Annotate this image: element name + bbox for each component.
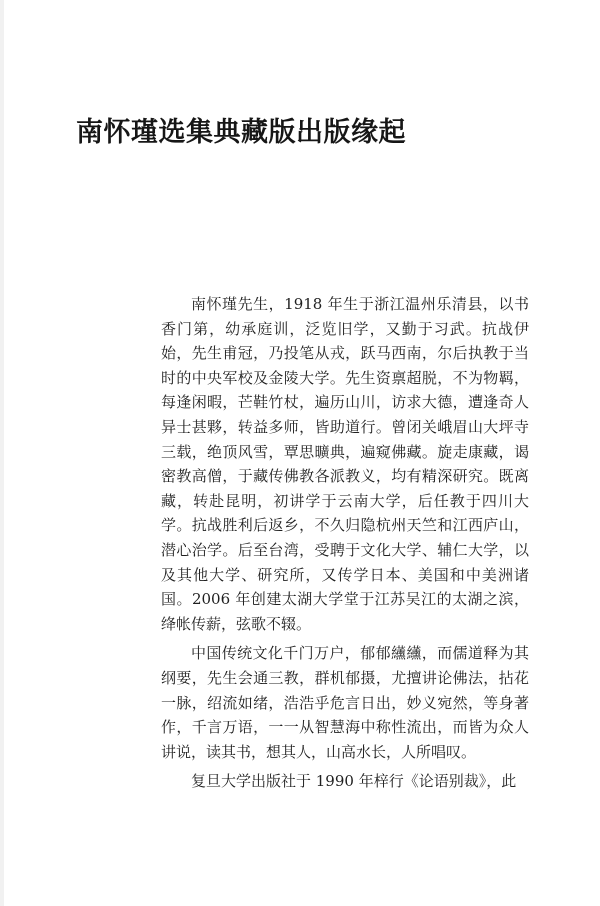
paragraph-biography: 南怀瑾先生，1918 年生于浙江温州乐清县，以书香门第，幼承庭训，泛览旧学，又勤于习武。抗战伊始，先生甫冠，乃投笔从戎，跃马西南，尔后执教于当时的中央军校及金陵大学。先生资禀超脱，不为物羁，每逢闲暇，芒鞋竹杖，遍历山川，访求大德，遭逢奇人异士甚夥，转益多师，皆助道行。曾闭关峨眉山大坪寺三载，绝顶风雪，覃思曠典，遍窥佛藏。旋走康藏，谒密教高僧，于藏传佛教各派教义，均有精深研究。既离藏，转赴昆明，初讲学于云南大学，后任教于四川大学。抗战胜利后返乡，不久归隐杭州天竺和江西庐山，潜心治学。后至台湾，受聘于文化大学、辅仁大学，以及其他大学、研究所，又传学日本、美国和中美洲诸国。2006 年创建太湖大学堂于江苏吴江的太湖之滨，绛帐传薪，弦歌不辍。 — [161, 295, 529, 633]
paragraph-culture: 中国传统文化千门万户，郁郁䌲䌲，而儒道释为其纲要，先生会通三教，群机郁摄，尤擅讲论佛法，拈花一脉，绍流如绪，浩浩乎危言日出，妙义宛然，等身著作，千言万语，一一从智慧海中称性流出，而皆为众人讲说，读其书，想其人，山高水长，人所唱叹。 — [161, 644, 529, 761]
page-title: 南怀瑾选集典藏版出版缘起 — [76, 117, 406, 148]
page-edge — [0, 0, 4, 906]
paragraph-publication: 复旦大学出版社于 1990 年梓行《论语别裁》，此 — [191, 772, 517, 791]
body-text — [161, 292, 529, 794]
